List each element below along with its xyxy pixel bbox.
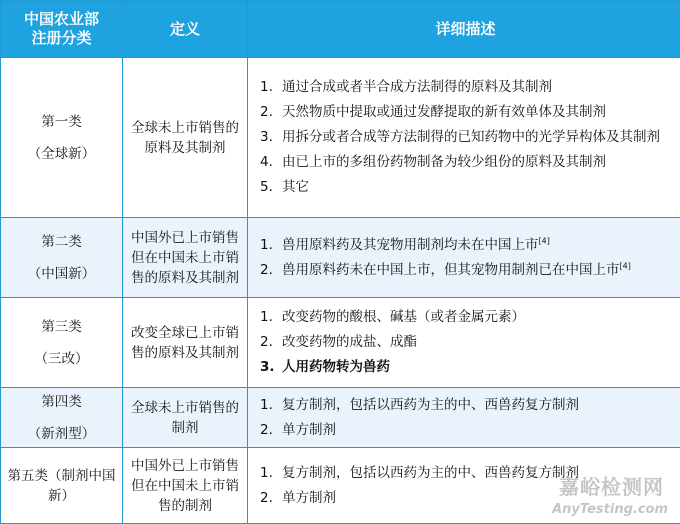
citation-ref: [4]: [539, 236, 550, 245]
list-item: [248, 355, 680, 380]
item-text: 天然物质中提取或通过发酵提取的新有效单体及其制剂: [282, 103, 671, 122]
category-cell: [1, 218, 123, 298]
list-item: [248, 393, 680, 418]
watermark-en: AnyTesting.com: [552, 502, 668, 517]
list-item: [248, 125, 680, 150]
item-text: 兽用原料药及其宠物用制剂均未在中国上市[4]: [282, 236, 671, 255]
category-cell: [1, 448, 123, 524]
item-text: 用拆分或者合成等方法制得的已知药物中的光学异构体及其制剂: [282, 128, 671, 147]
citation-ref: [4]: [620, 261, 631, 270]
description-cell: [248, 218, 680, 298]
item-number: 1.: [260, 78, 282, 97]
category-main: 第二类: [41, 234, 82, 250]
item-text: 单方制剂: [282, 489, 671, 508]
item-text: 单方制剂: [282, 421, 671, 440]
header-category-label: 中国农业部 注册分类: [24, 10, 99, 47]
category-sub: （三改）: [1, 349, 122, 369]
item-number: 1.: [260, 308, 282, 327]
item-number: 2.: [260, 103, 282, 122]
item-text: 改变药物的成盐、成酯: [282, 333, 671, 352]
description-cell: [248, 298, 680, 388]
category-cell: [1, 388, 123, 448]
item-text: 人用药物转为兽药: [282, 358, 671, 377]
definition-cell: 中国外已上市销售但在中国未上市销售的制剂: [123, 448, 248, 524]
item-number: 1.: [260, 464, 282, 483]
description-cell: [248, 388, 680, 448]
list-item: [248, 330, 680, 355]
item-number: 1.: [260, 396, 282, 415]
description-list: [248, 75, 680, 200]
list-item: [248, 175, 680, 200]
header-definition: 定义: [123, 1, 248, 58]
list-item: [248, 150, 680, 175]
item-text: 通过合成或者半合成方法制得的原料及其制剂: [282, 78, 671, 97]
category-sub: （中国新）: [1, 264, 122, 284]
table-row: [1, 298, 680, 388]
item-number: 2.: [260, 333, 282, 352]
list-item: [248, 75, 680, 100]
definition-cell: 全球未上市销售的制剂: [123, 388, 248, 448]
item-number: 5.: [260, 178, 282, 197]
definition-cell: 改变全球已上市销售的原料及其制剂: [123, 298, 248, 388]
item-number: 2.: [260, 489, 282, 508]
table-row: [1, 388, 680, 448]
category-sub: （新剂型）: [1, 424, 122, 444]
item-number: 3.: [260, 358, 282, 377]
category-main: 第四类: [41, 394, 82, 410]
item-number: 2.: [260, 421, 282, 440]
item-text: 其它: [282, 178, 671, 197]
description-list: [248, 393, 680, 443]
category-main: 第一类: [41, 114, 82, 130]
table-row: [1, 58, 680, 218]
item-number: 1.: [260, 236, 282, 255]
category-cell: [1, 58, 123, 218]
list-item: [248, 418, 680, 443]
category-cell: [1, 298, 123, 388]
list-item: [248, 258, 680, 283]
watermark-cn: 嘉峪检测网: [559, 471, 664, 500]
description-cell: [248, 58, 680, 218]
header-description: 详细描述: [248, 1, 680, 58]
header-row: [1, 1, 680, 58]
definition-cell: 中国外已上市销售但在中国未上市销售的原料及其制剂: [123, 218, 248, 298]
item-text: 复方制剂，包括以西药为主的中、西兽药复方制剂: [282, 396, 671, 415]
item-text: 复方制剂，包括以西药为主的中、西兽药复方制剂: [282, 464, 671, 483]
table-row: [1, 218, 680, 298]
item-text: 改变药物的酸根、碱基（或者金属元素）: [282, 308, 671, 327]
list-item: [248, 100, 680, 125]
category-main: 第五类（制剂中国新）: [8, 468, 116, 504]
category-sub: （全球新）: [1, 144, 122, 164]
item-number: 2.: [260, 261, 282, 280]
list-item: [248, 305, 680, 330]
description-list: [248, 233, 680, 283]
item-number: 4.: [260, 153, 282, 172]
category-main: 第三类: [41, 319, 82, 335]
list-item: [248, 233, 680, 258]
description-list: [248, 305, 680, 380]
item-number: 3.: [260, 128, 282, 147]
item-text: 由已上市的多组份药物制备为较少组份的原料及其制剂: [282, 153, 671, 172]
item-text: 兽用原料药未在中国上市，但其宠物用制剂已在中国上市[4]: [282, 261, 671, 280]
header-category: [1, 1, 123, 58]
definition-cell: 全球未上市销售的原料及其制剂: [123, 58, 248, 218]
